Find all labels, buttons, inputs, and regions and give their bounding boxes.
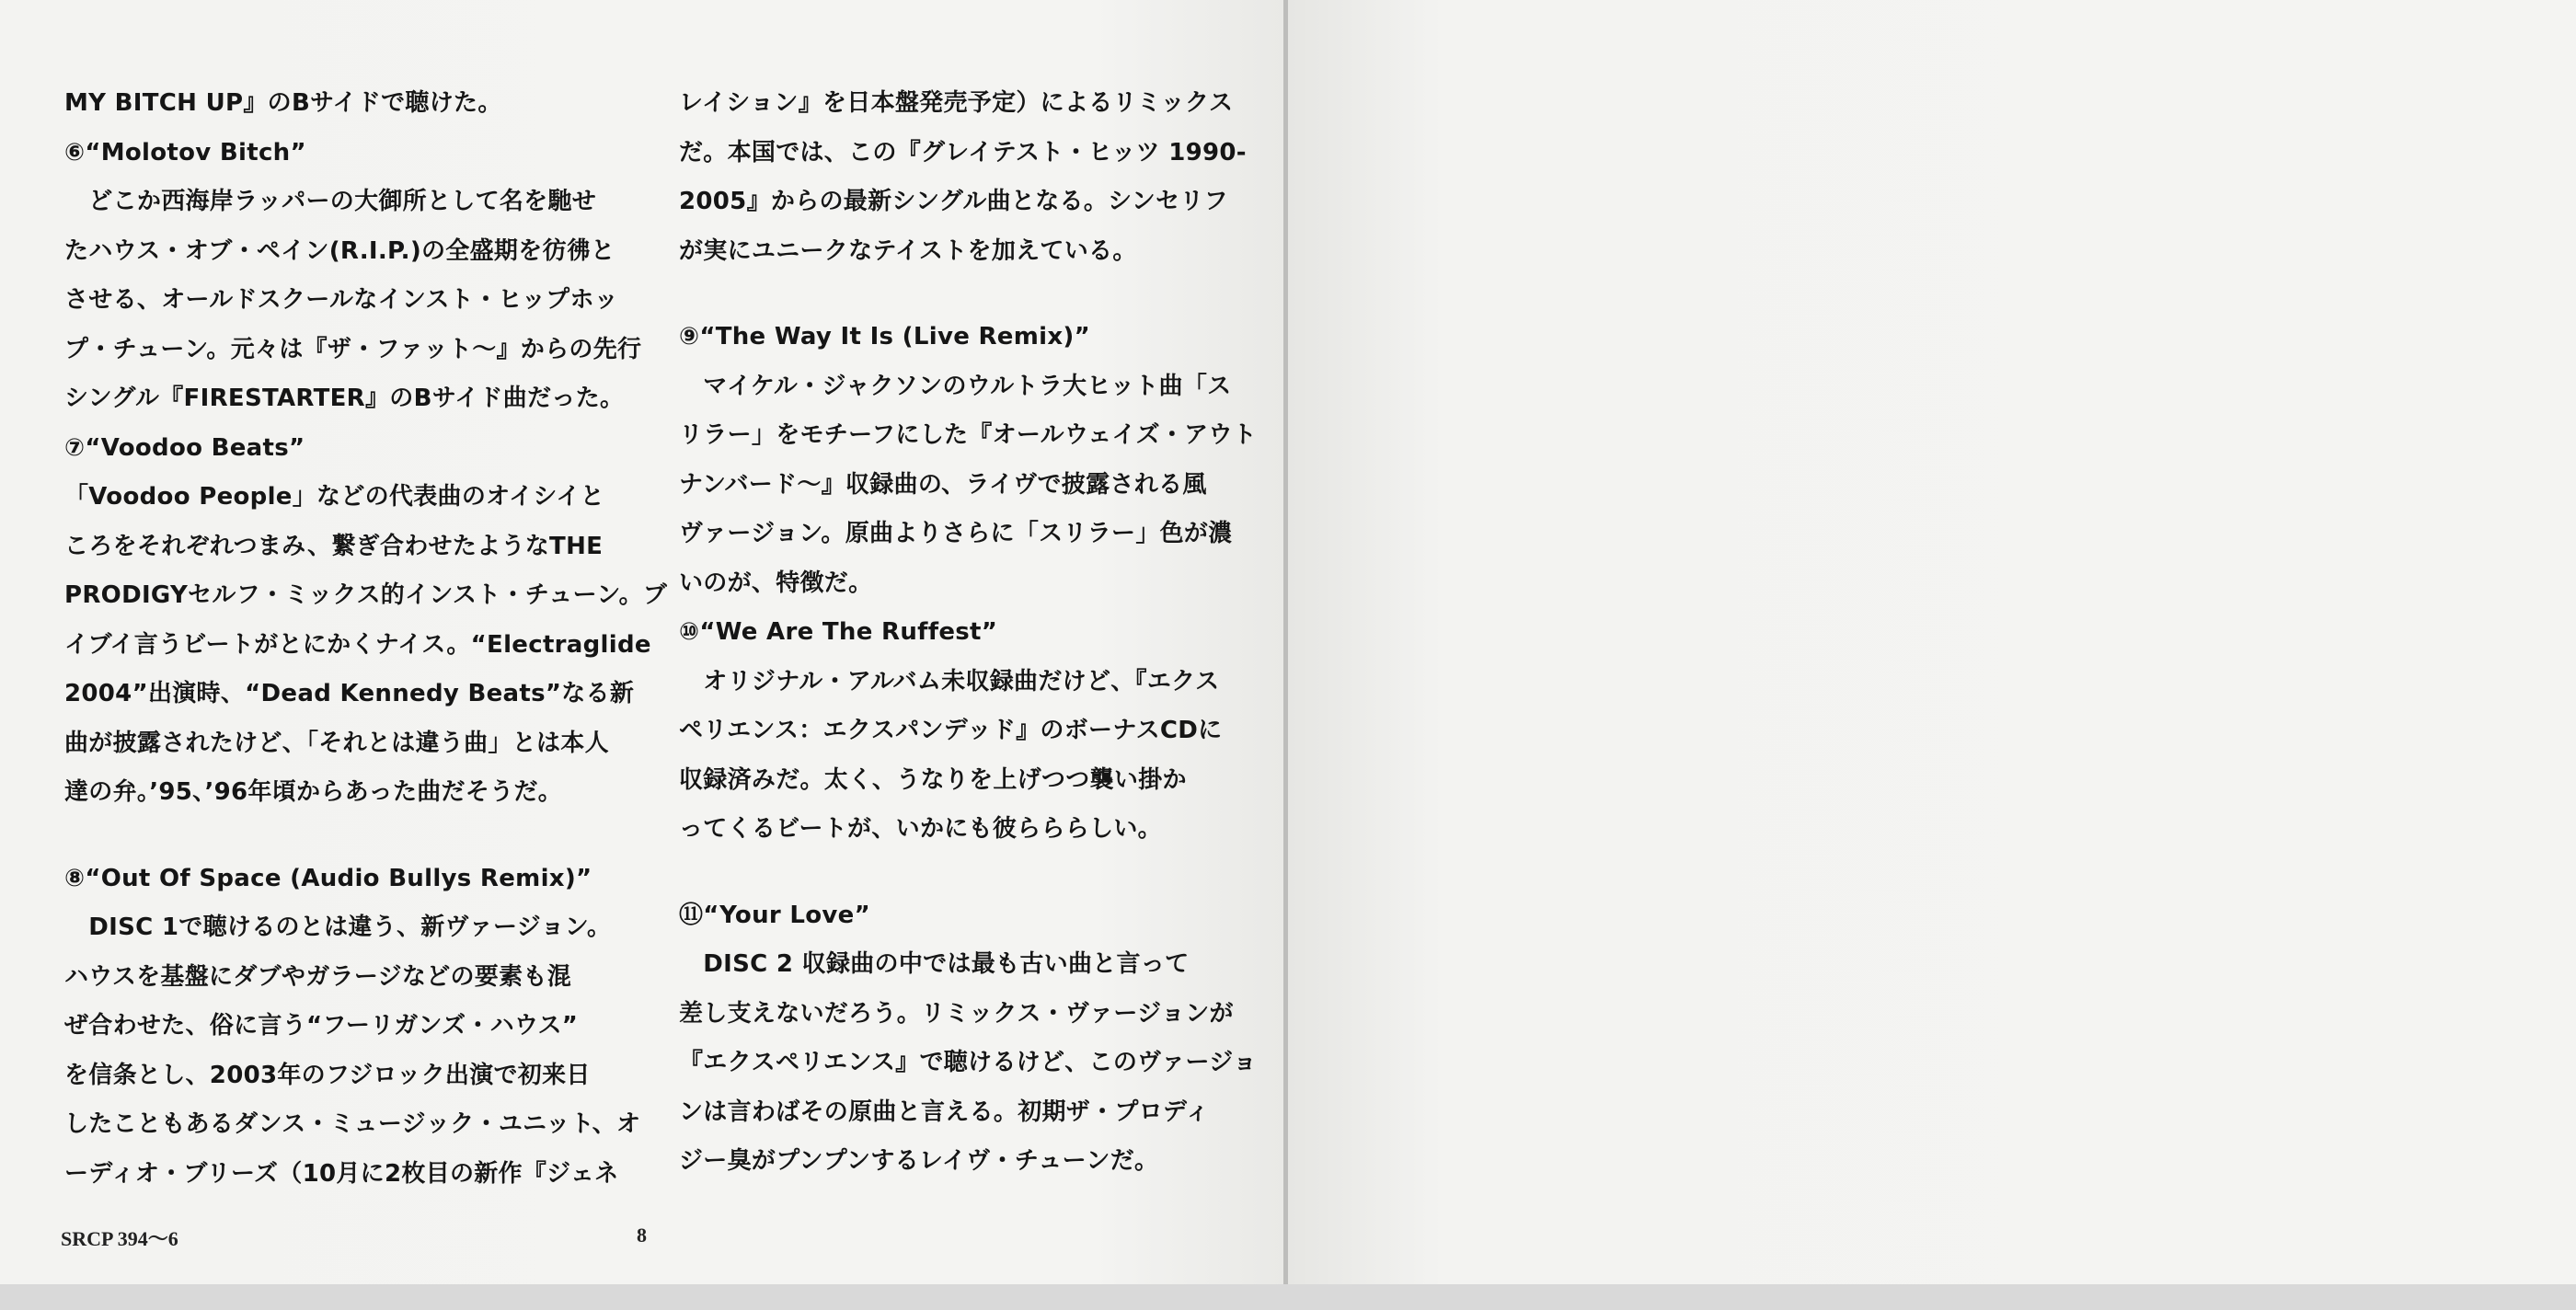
track-heading: ⑪“Your Love” — [679, 901, 870, 929]
page-left — [0, 0, 1283, 1284]
paragraph-gap — [679, 276, 1286, 313]
track-heading: ⑦“Voodoo Beats” — [64, 433, 305, 462]
track-heading: ⑧“Out Of Space (Audio Bullys Remix)” — [64, 864, 592, 892]
body-paragraph: レイション』を日本盤発売予定）によるリミックス だ。本国では、この『グレイテスト・ヒッツ 1990- 2005』からの最新シングル曲となる。シンセリフ が実にユニークなテイストを加えている。 — [679, 89, 1247, 265]
track-heading: ⑩“We Are The Ruffest” — [679, 618, 998, 646]
body-paragraph: MY BITCH UP』のBサイドで聴けた。 — [64, 89, 502, 117]
text-column-1 — [64, 79, 672, 1199]
paragraph-gap — [64, 818, 672, 855]
page-number-left: 8 — [637, 1224, 647, 1247]
catalog-number: SRCP 394〜6 — [61, 1227, 178, 1250]
body-paragraph: DISC 1で聴けるのとは違う、新ヴァージョン。 ハウスを基盤にダブやガラージなどの要素も混 ぜ合わせた、俗に言う“フーリガンズ・ハウス” を信条とし、2003年のフジロック出演で初来日 したこともあるダンス・ミュージック・ユニット、オ ーディオ・ブリーズ（10月に2枚目の新作『ジェネ — [64, 914, 641, 1188]
body-paragraph: どこか西海岸ラッパーの大御所として名を馳せ たハウス・オブ・ペイン(R.I.P.)の全盛期を彷彿と させる、オールドスクールなインスト・ヒップホッ プ・チューン。元々は『ザ・ファット〜』からの先行 シングル『FIRESTARTER』のBサイド曲だった。 — [64, 188, 642, 412]
text-column-2 — [679, 79, 1286, 1187]
body-paragraph: マイケル・ジャクソンのウルトラ大ヒット曲「ス リラー」をモチーフにした『オールウェイズ・アウト ナンバード〜』収録曲の、ライヴで披露される風 ヴァージョン。原曲よりさらに「スリラー」色が濃 いのが、特徴だ。 — [679, 372, 1258, 597]
body-paragraph: DISC 2 収録曲の中では最も古い曲と言って 差し支えないだろう。リミックス・ヴァージョンが 『エクスペリエンス』で聴けるけど、このヴァージョ ンは言わばその原曲と言える。初期ザ・プロディ ジー臭がプンプンするレイヴ・チューンだ。 — [679, 950, 1258, 1175]
paragraph-gap — [679, 855, 1286, 891]
body-paragraph: オリジナル・アルバム未収録曲だけど、『エクス ペリエンス：エクスパンデッド』のボーナスCDに 収録済みだ。太く、うなりを上げつつ襲い掛か ってくるビートが、いかにも彼らららしい。 — [679, 667, 1223, 843]
track-heading: ⑥“Molotov Bitch” — [64, 138, 306, 167]
page-right — [1288, 0, 2576, 1284]
track-heading: ⑨“The Way It Is (Live Remix)” — [679, 323, 1090, 350]
body-paragraph: 「Voodoo People」などの代表曲のオイシイと ころをそれぞれつまみ、繋ぎ合わせたようなTHE PRODIGYセルフ・ミックス的インスト・チューン。ブ イブイ言うビートがとにかくナイス。“Electraglide 2004”出演時、“Dead Kennedy Beats”なる新 曲が披露されたけど、「それとは違う曲」とは本人 達の弁。’95、’96年頃からあった曲だそうだ。 — [64, 483, 668, 806]
